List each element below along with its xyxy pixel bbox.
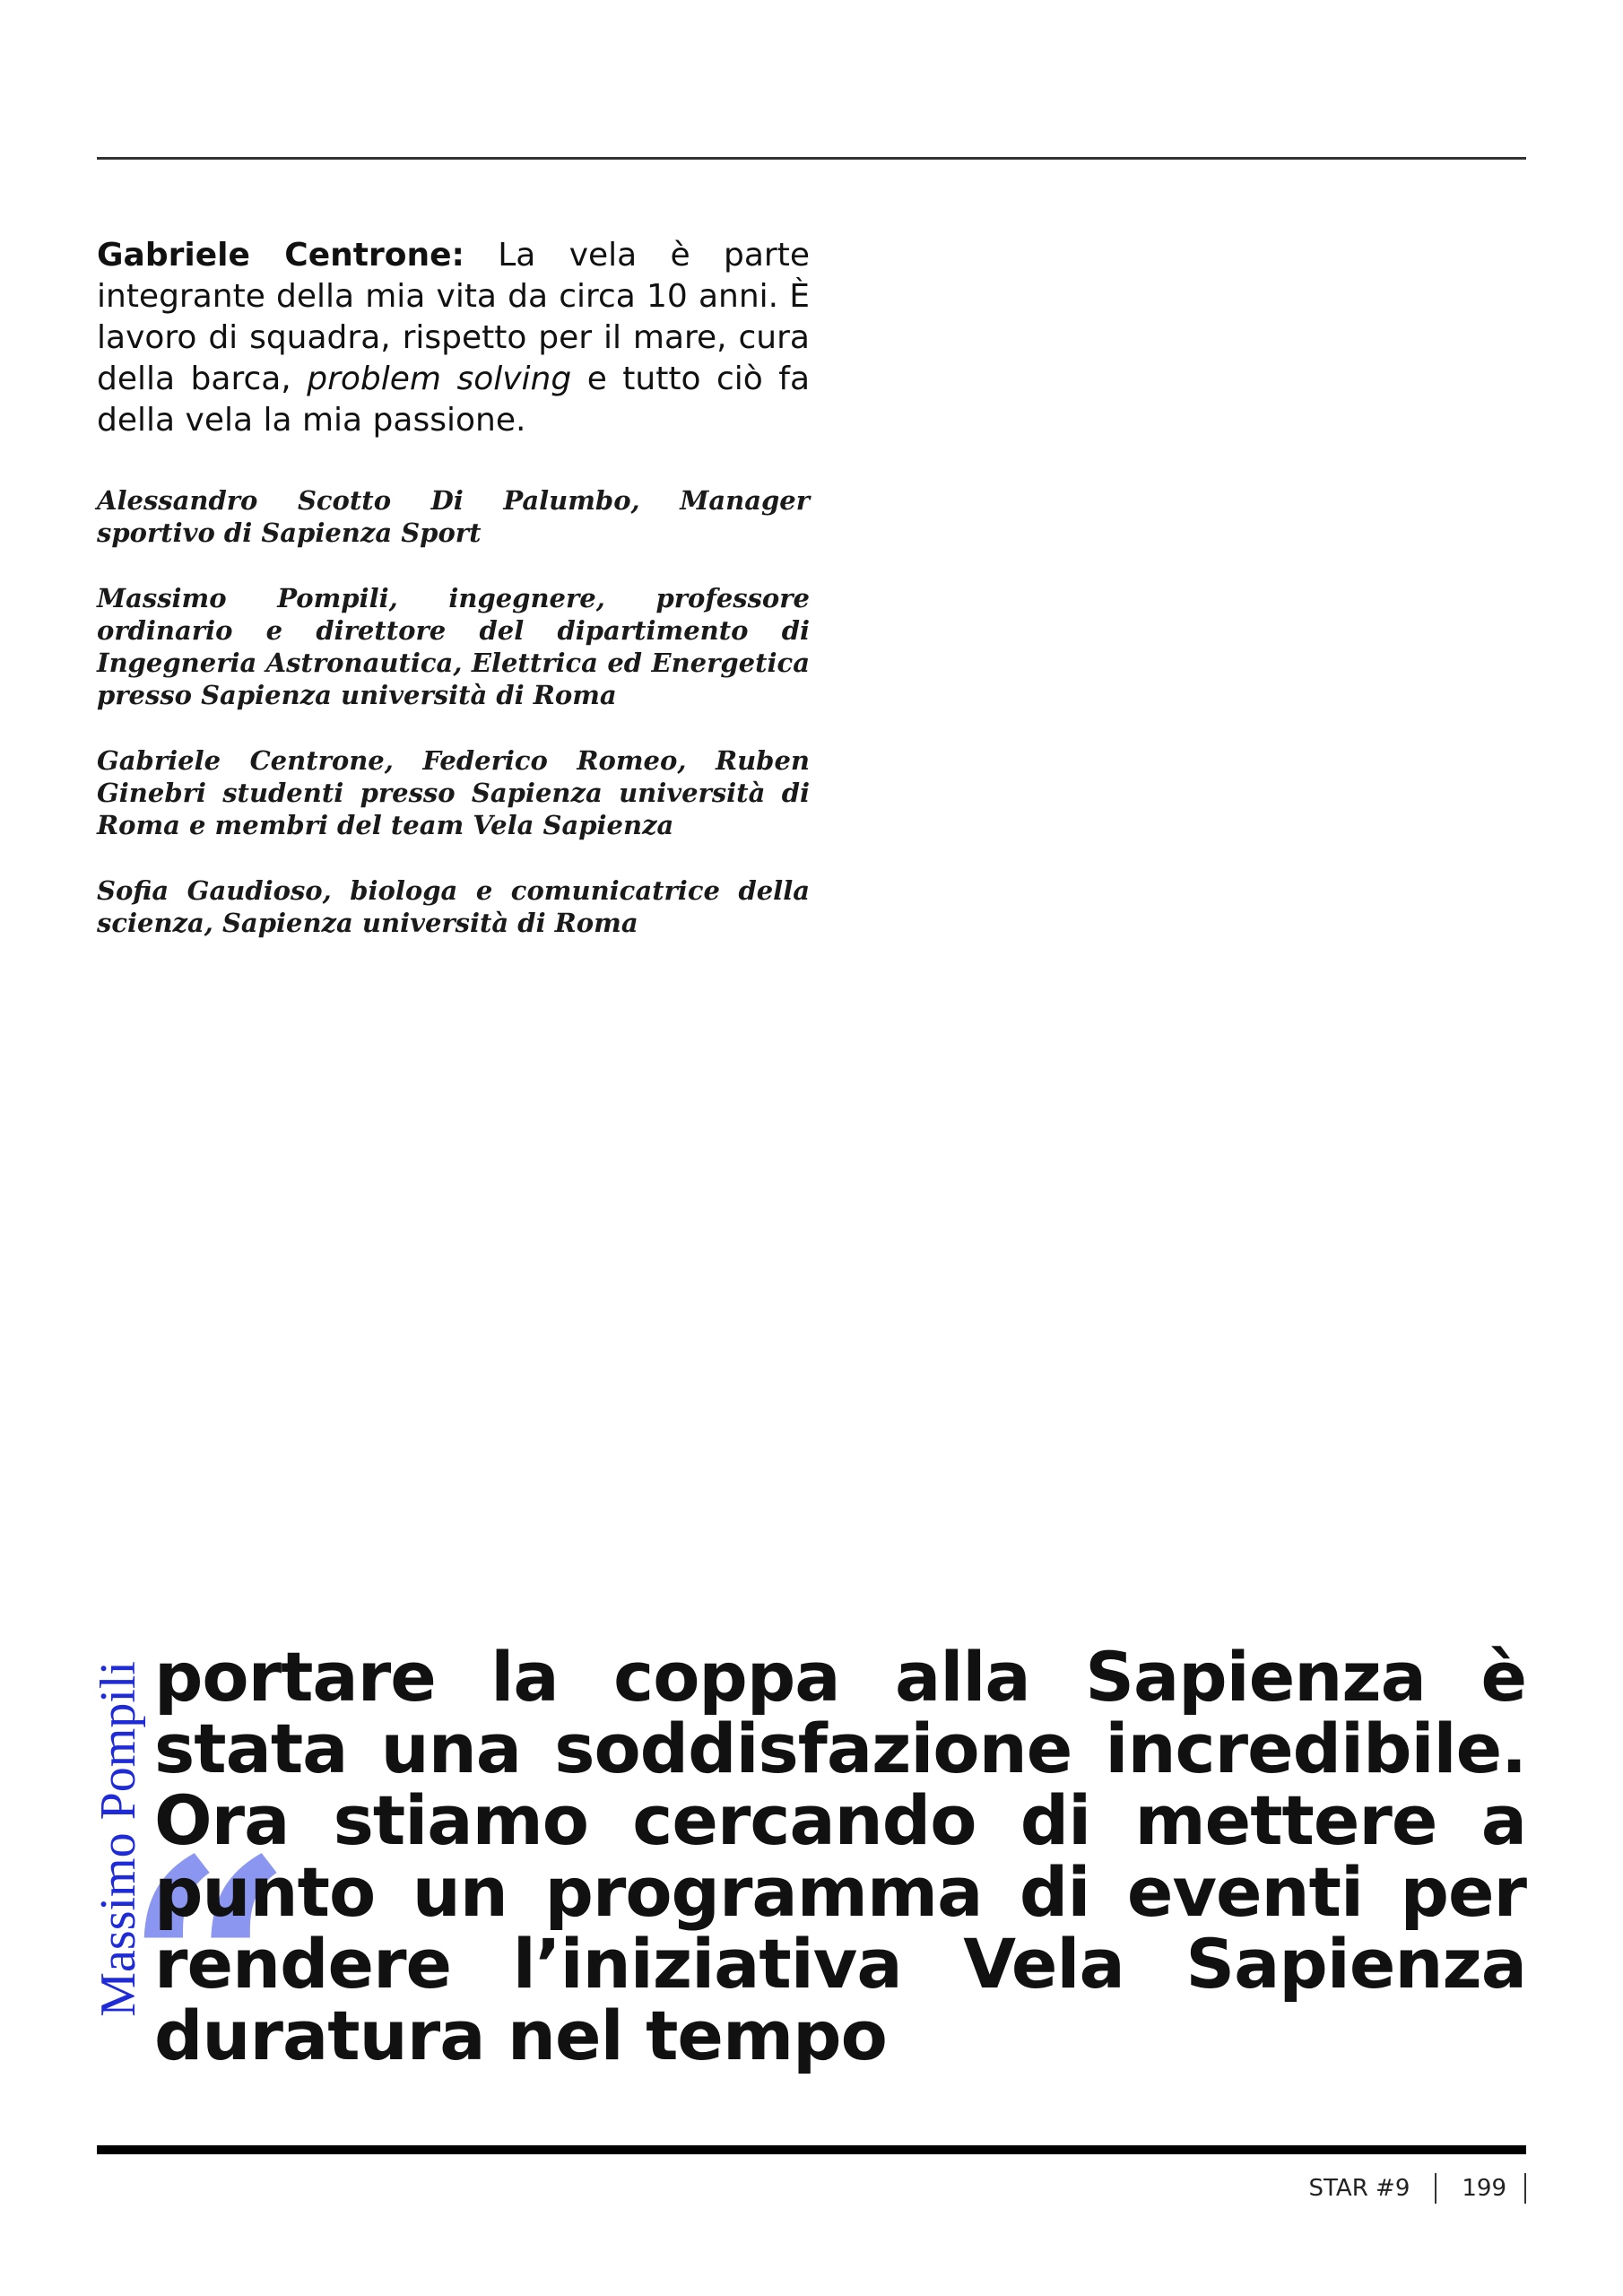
intro-text-end: e tutto ciò fa della vela la mia passione.: [97, 361, 810, 439]
speaker-name: Gabriele Centrone:: [97, 237, 464, 274]
publication-label: STAR #9: [1308, 2175, 1410, 2202]
page-footer: [1309, 2170, 1526, 2206]
credit-item: Sofia Gaudioso, biologa e comunicatrice della scienza, Sapienza università di Roma: [97, 875, 810, 938]
footer-divider: [1435, 2173, 1436, 2204]
credit-item: Massimo Pompili, ingegnere, professore ordinario e direttore del dipartimento di Ingegneria Astronautica, Elettrica ed Energetica presso Sapienza università di Roma: [97, 583, 810, 710]
intro-italic-text: problem solving: [307, 361, 572, 397]
credit-item: Alessandro Scotto Di Palumbo, Manager sportivo di Sapienza Sport: [97, 485, 810, 548]
page-number: 199: [1462, 2175, 1506, 2202]
attribution-text: Massimo Pompili: [91, 1660, 146, 2017]
top-rule: [97, 157, 1526, 160]
credit-item: Gabriele Centrone, Federico Romeo, Ruben Ginebri studenti presso Sapienza università di Roma e membri del team Vela Sapienza: [97, 745, 810, 840]
pull-quote: [90, 1632, 1533, 2143]
footer-divider: [1524, 2173, 1526, 2204]
intro-text: La vela è parte integrante della mia vita da circa 10 anni. È lavoro di squadra, rispetto per il mare, cura della barca,: [97, 237, 810, 397]
quote-text: portare la coppa alla Sapienza è stata una soddisfazione incredibile. Ora stiamo cercando di mettere a punto un programma di eventi per rendere l’iniziativa Vela Sapienza duratura nel tempo: [154, 1637, 1526, 2075]
intro-paragraph: [97, 235, 810, 441]
quote-mark-icon: “: [124, 1795, 294, 2143]
bottom-rule: [97, 2145, 1526, 2154]
author-credits: [97, 484, 810, 972]
